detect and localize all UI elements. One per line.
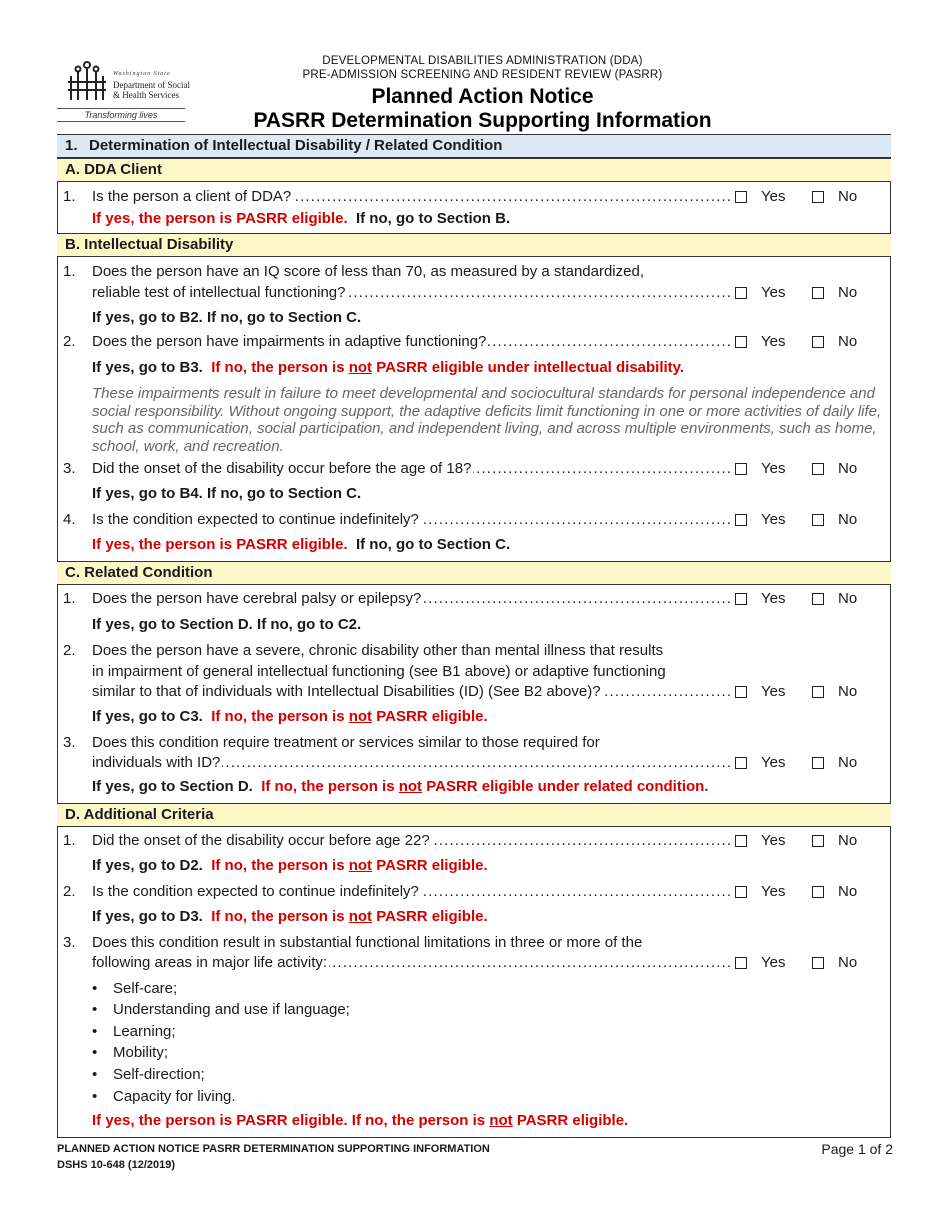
logo-tagline: Transforming lives: [57, 108, 185, 122]
d2-instruction: [92, 908, 488, 926]
section-1-label: Determination of Intellectual Disability / Related Condition: [89, 137, 503, 154]
c3-instruction-red-end: PASRR eligible under related condition.: [426, 778, 709, 795]
c2-instruction-not: not: [348, 708, 373, 725]
header-line-1: DEVELOPMENTAL DISABILITIES ADMINISTRATION (DDA): [322, 55, 643, 67]
a1-instruction-red: If yes, the person is PASRR eligible.: [92, 210, 348, 227]
b1-no-checkbox[interactable]: [812, 287, 824, 299]
d1-instruction-red: If no, the person is: [211, 857, 345, 874]
c3-instruction-not: not: [398, 778, 423, 795]
section-1-header: [57, 134, 891, 158]
question-b1-line-2: reliable test of intellectual functioning?: [92, 284, 346, 301]
d2-instruction-black: If yes, go to D3.: [92, 908, 203, 925]
b1-instruction: If yes, go to B2. If no, go to Section C.: [92, 309, 362, 326]
d2-instruction-not: not: [348, 908, 373, 925]
question-number: 3.: [63, 734, 76, 751]
footer-form-title: PLANNED ACTION NOTICE PASRR DETERMINATION SUPPORTING INFORMATION: [57, 1143, 490, 1155]
question-c2-line-3: similar to that of individuals with Intellectual Disabilities (ID) (See B2 above)?: [92, 683, 601, 700]
d1-yes-label: Yes: [761, 832, 786, 849]
b4-instruction-red: If yes, the person is PASRR eligible.: [92, 536, 348, 553]
page-number: Page 1 of 2: [821, 1141, 893, 1157]
section-a-header: [57, 158, 891, 182]
d2-no-label: No: [838, 883, 858, 900]
footer-form-number: DSHS 10-648 (12/2019): [57, 1159, 176, 1171]
section-b-title: B. Intellectual Disability: [65, 236, 234, 253]
b3-no-label: No: [838, 460, 858, 477]
b2-no-label: No: [838, 333, 858, 350]
c2-instruction-red-end: PASRR eligible.: [376, 708, 488, 725]
adaptive-functioning-note: These impairments result in failure to meet developmental and sociocultural standards for personal independence and social responsibility. Without ongoing support, the adaptive deficits limit functioning in one or more activities of daily life, such as communication, social participation, and independent living, and across multiple environments, such as home, school, work, and recreation.: [92, 385, 882, 455]
question-c2-line-1: Does the person have a severe, chronic disability other than mental illness that results: [92, 642, 664, 659]
c1-no-checkbox[interactable]: [812, 593, 824, 605]
b4-yes-checkbox[interactable]: [735, 514, 747, 526]
b4-instruction: [92, 536, 510, 554]
b4-no-label: No: [838, 511, 858, 528]
question-d3: [92, 954, 732, 972]
page-title: Planned Action Notice: [371, 85, 594, 108]
question-d3-line-2: following areas in major life activity:: [92, 954, 328, 971]
question-number: 3.: [63, 934, 76, 951]
d3-instruction-not: not: [489, 1112, 513, 1129]
b2-yes-checkbox[interactable]: [735, 336, 747, 348]
section-c-header: [57, 561, 891, 585]
a1-instruction-black: If no, go to Section B.: [355, 210, 511, 227]
question-number: 1.: [63, 832, 76, 849]
c3-no-label: No: [838, 754, 858, 771]
c1-yes-checkbox[interactable]: [735, 593, 747, 605]
c2-instruction: [92, 708, 488, 726]
logo-state: Washington State: [113, 71, 171, 77]
question-b2-text: Does the person have impairments in adaptive functioning?: [92, 333, 487, 350]
page-subtitle: PASRR Determination Supporting Information: [253, 109, 712, 132]
question-number: 1.: [63, 263, 76, 280]
d1-instruction: [92, 857, 488, 875]
question-d2-text: Is the condition expected to continue indefinitely?: [92, 883, 419, 900]
question-number: 2.: [63, 333, 76, 350]
d3-yes-label: Yes: [761, 954, 786, 971]
c3-no-checkbox[interactable]: [812, 757, 824, 769]
b2-no-checkbox[interactable]: [812, 336, 824, 348]
c1-instruction: If yes, go to Section D. If no, go to C2.: [92, 616, 362, 633]
c2-yes-label: Yes: [761, 683, 786, 700]
c2-instruction-red: If no, the person is: [211, 708, 345, 725]
b1-no-label: No: [838, 284, 858, 301]
b4-yes-label: Yes: [761, 511, 786, 528]
b3-yes-label: Yes: [761, 460, 786, 477]
question-c3-line-1: Does this condition require treatment or services similar to those required for: [92, 734, 600, 751]
question-number: 2.: [63, 883, 76, 900]
question-d1-text: Did the onset of the disability occur before age 22?: [92, 832, 430, 849]
section-d-title: D. Additional Criteria: [65, 806, 214, 823]
question-c2-line-2: in impairment of general intellectual functioning (see B1 above) or adaptive functioning: [92, 663, 666, 680]
question-b1: [92, 284, 732, 302]
b3-no-checkbox[interactable]: [812, 463, 824, 475]
header-line-2: PRE-ADMISSION SCREENING AND RESIDENT REVIEW (PASRR): [302, 69, 663, 81]
c2-no-checkbox[interactable]: [812, 686, 824, 698]
dshs-logo: [57, 58, 190, 124]
d2-instruction-red-end: PASRR eligible.: [376, 908, 488, 925]
a1-instruction: [92, 210, 510, 228]
d2-no-checkbox[interactable]: [812, 886, 824, 898]
a1-yes-checkbox[interactable]: [735, 191, 747, 203]
b1-yes-checkbox[interactable]: [735, 287, 747, 299]
d3-no-label: No: [838, 954, 858, 971]
d1-no-checkbox[interactable]: [812, 835, 824, 847]
c3-instruction-red: If no, the person is: [261, 778, 395, 795]
b2-instruction-not: not: [348, 359, 373, 376]
c2-yes-checkbox[interactable]: [735, 686, 747, 698]
d3-instruction-red-end: PASRR eligible.: [516, 1112, 629, 1129]
b2-yes-label: Yes: [761, 333, 786, 350]
question-number: 1.: [63, 188, 76, 205]
section-a-title: A. DDA Client: [65, 161, 162, 178]
d1-instruction-black: If yes, go to D2.: [92, 857, 203, 874]
logo-department: Department of Social & Health Services: [113, 80, 190, 100]
a1-yes-label: Yes: [761, 188, 786, 205]
d3-yes-checkbox[interactable]: [735, 957, 747, 969]
d3-no-checkbox[interactable]: [812, 957, 824, 969]
d1-no-label: No: [838, 832, 858, 849]
question-c1-text: Does the person have cerebral palsy or epilepsy?: [92, 590, 422, 607]
c1-yes-label: Yes: [761, 590, 786, 607]
b4-no-checkbox[interactable]: [812, 514, 824, 526]
dshs-logo-icon: [65, 60, 109, 104]
question-c1: [92, 590, 732, 608]
c2-no-label: No: [838, 683, 858, 700]
c3-instruction: [92, 778, 709, 796]
section-c-title: C. Related Condition: [65, 564, 213, 581]
question-c3-line-2: individuals with ID?: [92, 754, 221, 771]
question-number: 1.: [63, 590, 76, 607]
c3-instruction-black: If yes, go to Section D.: [92, 778, 253, 795]
c2-instruction-black: If yes, go to C3.: [92, 708, 203, 725]
section-d-header: [57, 803, 891, 827]
question-b1-line-1: Does the person have an IQ score of less than 70, as measured by a standardized,: [92, 263, 644, 280]
b2-instruction: [92, 359, 684, 377]
question-number: 2.: [63, 642, 76, 659]
b2-instruction-red: If no, the person is: [211, 359, 345, 376]
d2-yes-checkbox[interactable]: [735, 886, 747, 898]
d1-instruction-not: not: [348, 857, 373, 874]
question-b3-text: Did the onset of the disability occur before the age of 18?: [92, 460, 472, 477]
section-b-header: [57, 233, 891, 257]
question-b4-text: Is the condition expected to continue indefinitely?: [92, 511, 419, 528]
b1-yes-label: Yes: [761, 284, 786, 301]
question-a1-text: Is the person a client of DDA?: [92, 188, 292, 205]
a1-no-label: No: [838, 188, 858, 205]
b3-yes-checkbox[interactable]: [735, 463, 747, 475]
b2-instruction-red-end: PASRR eligible under intellectual disability.: [376, 359, 685, 376]
question-number: 4.: [63, 511, 76, 528]
d2-yes-label: Yes: [761, 883, 786, 900]
question-a1: [92, 188, 732, 206]
d3-instruction: [92, 1112, 628, 1130]
c3-yes-checkbox[interactable]: [735, 757, 747, 769]
d2-instruction-red: If no, the person is: [211, 908, 345, 925]
a1-no-checkbox[interactable]: [812, 191, 824, 203]
question-number: 3.: [63, 460, 76, 477]
question-d1: [92, 832, 732, 850]
question-d3-line-1: Does this condition result in substantial functional limitations in three or more of the: [92, 934, 643, 951]
c1-no-label: No: [838, 590, 858, 607]
question-b3: [92, 460, 732, 478]
question-b4: [92, 511, 732, 529]
question-b2: [92, 333, 732, 351]
question-d2: [92, 883, 732, 901]
b3-instruction: If yes, go to B4. If no, go to Section C.: [92, 485, 362, 502]
question-c3: [92, 754, 732, 772]
d1-yes-checkbox[interactable]: [735, 835, 747, 847]
question-c2: [92, 683, 732, 701]
b2-instruction-black: If yes, go to B3.: [92, 359, 203, 376]
section-1-number: 1.: [65, 137, 78, 154]
d3-instruction-red: If yes, the person is PASRR eligible. If no, the person is: [92, 1112, 486, 1129]
b4-instruction-black: If no, go to Section C.: [355, 536, 511, 553]
d1-instruction-red-end: PASRR eligible.: [376, 857, 488, 874]
c3-yes-label: Yes: [761, 754, 786, 771]
